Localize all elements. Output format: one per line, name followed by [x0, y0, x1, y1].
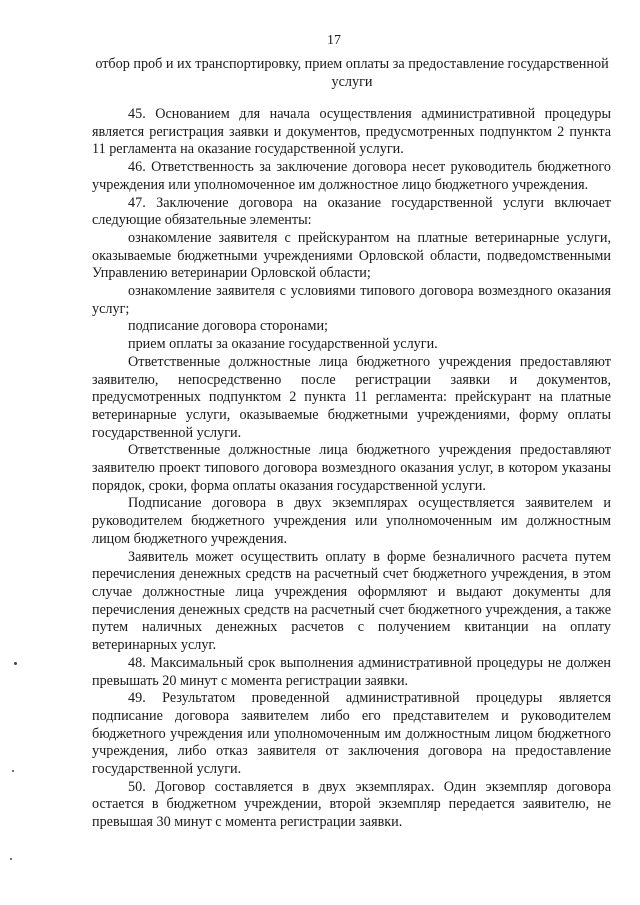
paragraph: ознакомление заявителя с условиями типового договора возмездного оказания услуг; — [92, 283, 611, 317]
paragraph: Ответственные должностные лица бюджетного учреждения предоставляют заявителю, непосредственно после регистрации заявки и документов, предусмотренных подпунктом 2 пункта 11 регламента: прейскурант на платные ветеринарные услуги, оказываемые бюджетными учреждениями, форму оплаты государственной услуги. — [92, 353, 611, 441]
paragraph: Подписание договора в двух экземплярах осуществляется заявителем и руководителем бюджетного учреждения или уполномоченным им должностным лицом бюджетного учреждения. — [92, 495, 611, 547]
paragraph: 47. Заключение договора на оказание государственной услуги включает следующие обязательные элементы: — [92, 194, 611, 229]
scan-mark — [12, 770, 14, 772]
scan-mark — [10, 858, 12, 860]
paragraph: 45. Основанием для начала осуществления административной процедуры является регистрация заявки и документов, предусмотренных подпунктом 2 пункта 11 регламента на оказание государственной услуги. — [92, 106, 611, 158]
paragraph: 49. Результатом проведенной административной процедуры является подписание договора заявителем либо его представителем и руководителем бюджетного учреждения или уполномоченным им должностным лицом бюджетного учреждения, либо отказ заявителя от заключения договора на предоставление государственной услуги. — [92, 690, 611, 778]
paragraph: Ответственные должностные лица бюджетного учреждения предоставляют заявителю проект типового договора возмездного оказания услуг, в котором указаны порядок, сроки, форма оплаты оказания государственной услуги. — [92, 442, 611, 494]
paragraph: Заявитель может осуществить оплату в форме безналичного расчета путем перечисления денежных средств на расчетный счет бюджетного учреждения, в этом случае должностные лица учреждения оформляют и выдают документы для перечисления денежных средств на расчетный счет бюджетного учреждения, а также путем наличных денежных расчетов с получением квитанции на оплату ветеринарных услуг. — [92, 548, 611, 654]
paragraph: 50. Договор составляется в двух экземплярах. Один экземпляр договора остается в бюджетном учреждении, второй экземпляр передается заявителю, не превышая 30 минут с момента регистрации заявки. — [92, 778, 611, 831]
paragraph: ознакомление заявителя с прейскурантом на платные ветеринарные услуги, оказываемые бюджетными учреждениями Орловской области, подведомственными Управлению ветеринарии Орловской области; — [92, 229, 611, 282]
scan-mark — [14, 662, 17, 665]
page-number: 17 — [327, 33, 341, 48]
paragraph: 46. Ответственность за заключение договора несет руководитель бюджетного учреждения или уполномоченное им должностное лицо бюджетного учреждения. — [92, 159, 611, 193]
paragraph: прием оплаты за оказание государственной услуги. — [128, 336, 438, 353]
section-heading: отбор проб и их транспортировку, прием оплаты за предоставление государственной услуги — [95, 56, 609, 90]
paragraph: подписание договора сторонами; — [128, 318, 328, 335]
document-body — [92, 106, 611, 832]
paragraph: 48. Максимальный срок выполнения административной процедуры не должен превышать 20 минут с момента регистрации заявки. — [92, 654, 611, 689]
